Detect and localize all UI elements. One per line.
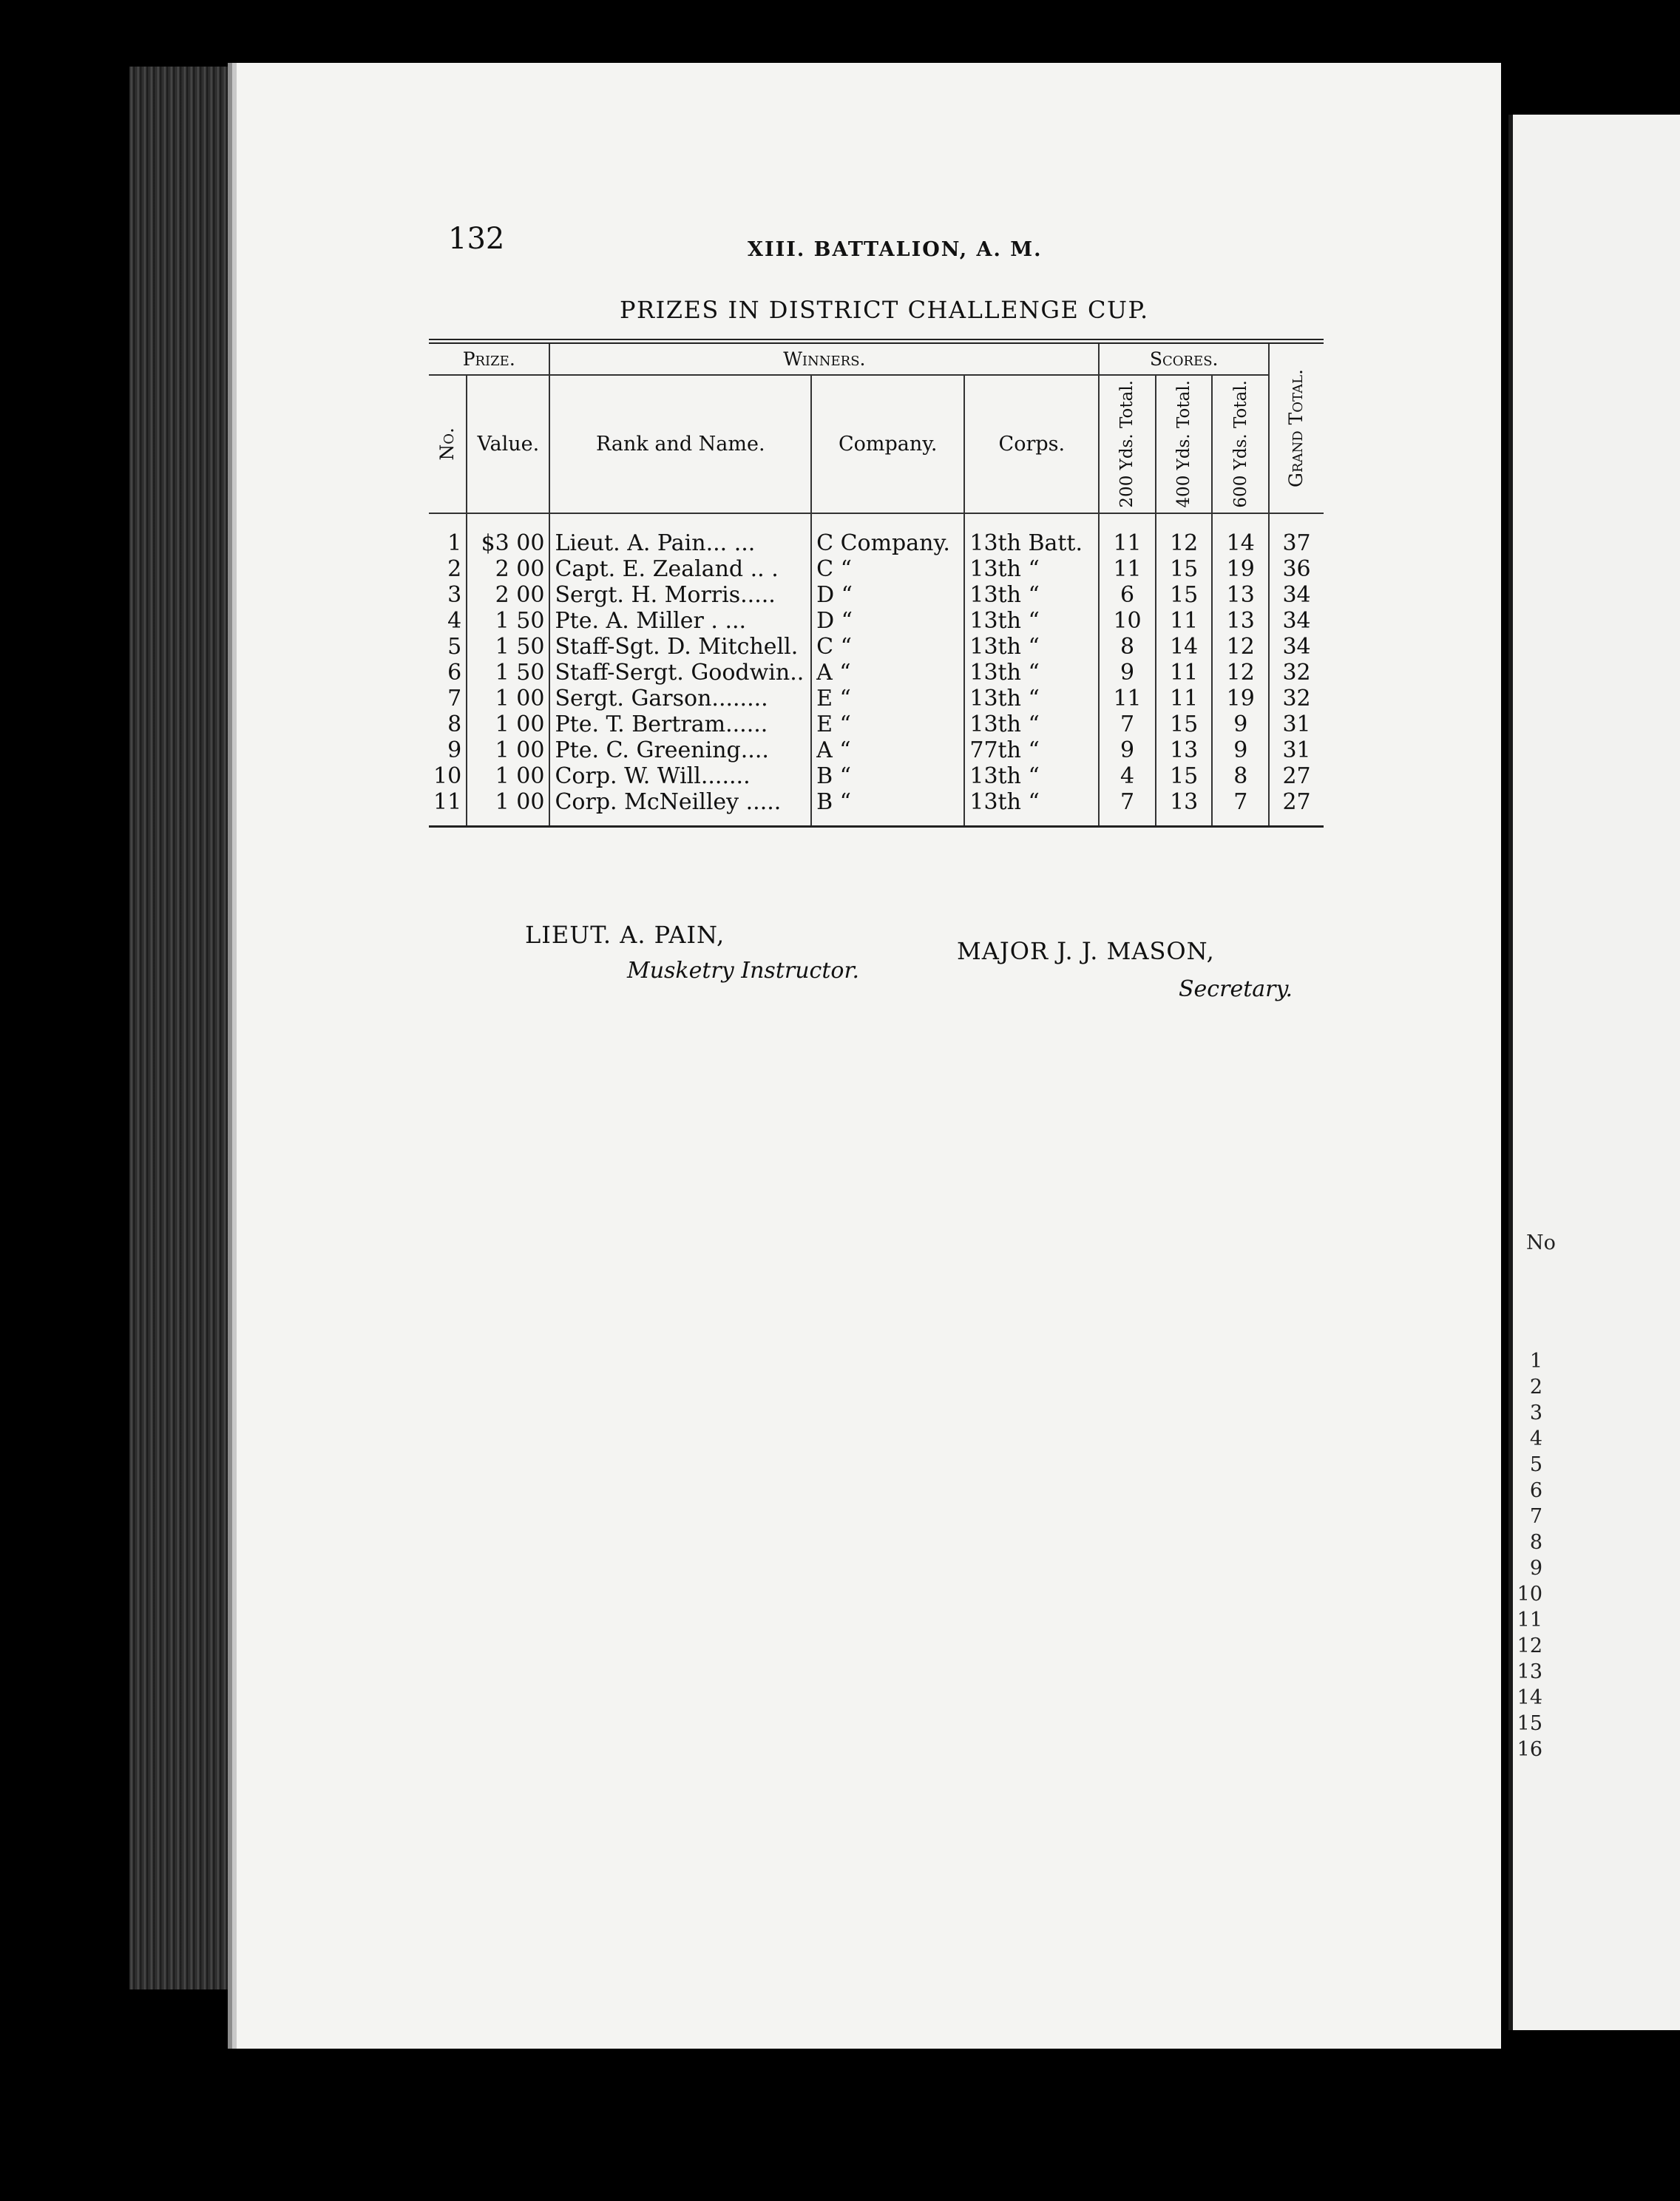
row-number: 4	[447, 607, 462, 634]
prize-value: 1 00	[467, 711, 549, 737]
score-200: 9	[1099, 737, 1156, 763]
score-200: 10	[1099, 608, 1156, 634]
signature-left-role: Musketry Instructor.	[627, 958, 860, 984]
score-400: 13	[1156, 789, 1213, 827]
winner-corps: 13th “	[964, 789, 1099, 827]
grand-total: 32	[1269, 660, 1324, 686]
table-row	[429, 556, 1324, 582]
page-number: 132	[448, 222, 505, 256]
facing-page	[1508, 115, 1680, 2030]
running-head: XIII. BATTALION, A. M.	[748, 238, 1043, 261]
score-600: 8	[1212, 763, 1269, 789]
corps-header: Corps.	[964, 375, 1099, 513]
table-row	[429, 634, 1324, 660]
winner-corps: 13th Batt.	[964, 513, 1099, 556]
score-600: 13	[1212, 608, 1269, 634]
winner-rank-name: Pte. A. Miller . ...	[549, 608, 811, 634]
score-200: 7	[1099, 711, 1156, 737]
winner-company: B “	[811, 789, 964, 827]
winner-company: B “	[811, 763, 964, 789]
table-row	[429, 711, 1324, 737]
score-400: 14	[1156, 634, 1213, 660]
score-600: 19	[1212, 556, 1269, 582]
score-600: 9	[1212, 711, 1269, 737]
score-600: 13	[1212, 582, 1269, 608]
score-400: 11	[1156, 660, 1213, 686]
signature-right-role: Secretary.	[1179, 976, 1293, 1002]
score-600: 14	[1212, 513, 1269, 556]
score-200: 6	[1099, 582, 1156, 608]
score-400: 15	[1156, 582, 1213, 608]
row-number: 9	[447, 737, 462, 763]
grand-total: 37	[1269, 513, 1324, 556]
score-400: 13	[1156, 737, 1213, 763]
company-header: Company.	[811, 375, 964, 513]
grand-total: 31	[1269, 737, 1324, 763]
winner-rank-name: Corp. W. Will.......	[549, 763, 811, 789]
score-400: 15	[1156, 556, 1213, 582]
grand-total: 32	[1269, 686, 1324, 711]
prize-value: 1 50	[467, 608, 549, 634]
grand-total: 31	[1269, 711, 1324, 737]
rank-name-header: Rank and Name.	[549, 375, 811, 513]
winner-rank-name: Pte. T. Bertram......	[549, 711, 811, 737]
table-row	[429, 513, 1324, 556]
winner-company: A “	[811, 737, 964, 763]
score-400: 11	[1156, 686, 1213, 711]
facing-page-number: 5	[1529, 1453, 1542, 1476]
row-number: 2	[447, 555, 462, 582]
prize-group-header: Prize.	[429, 342, 549, 376]
grand-total: 36	[1269, 556, 1324, 582]
score-600: 7	[1212, 789, 1269, 827]
score-600: 12	[1212, 634, 1269, 660]
prize-value: 1 50	[467, 660, 549, 686]
grand-total: 34	[1269, 634, 1324, 660]
winner-company: C “	[811, 556, 964, 582]
score-200: 4	[1099, 763, 1156, 789]
row-number: 3	[447, 581, 462, 608]
winner-company: E “	[811, 686, 964, 711]
winner-corps: 13th “	[964, 660, 1099, 686]
prize-value: 1 50	[467, 634, 549, 660]
grand-total: 34	[1269, 608, 1324, 634]
score-200: 11	[1099, 513, 1156, 556]
prize-value: 1 00	[467, 737, 549, 763]
facing-page-number: 15	[1517, 1712, 1542, 1735]
scores-group-header: Scores.	[1099, 342, 1269, 376]
score-400-header: 400 Yds. Total.	[1156, 375, 1213, 513]
facing-page-col-head: No	[1526, 1231, 1556, 1254]
score-600: 12	[1212, 660, 1269, 686]
winner-corps: 13th “	[964, 634, 1099, 660]
signature-left-name: LIEUT. A. PAIN,	[525, 921, 725, 949]
table-row	[429, 608, 1324, 634]
winner-rank-name: Sergt. H. Morris.....	[549, 582, 811, 608]
winner-rank-name: Sergt. Garson........	[549, 686, 811, 711]
winners-group-header: Winners.	[549, 342, 1099, 376]
signature-right-name: MAJOR J. J. MASON,	[957, 937, 1215, 965]
winner-corps: 77th “	[964, 737, 1099, 763]
no-header: No.	[429, 375, 467, 513]
facing-page-number: 2	[1529, 1376, 1542, 1399]
winner-company: D “	[811, 582, 964, 608]
winner-corps: 13th “	[964, 582, 1099, 608]
score-600: 9	[1212, 737, 1269, 763]
grand-total: 27	[1269, 763, 1324, 789]
row-number: 10	[433, 763, 462, 789]
winner-rank-name: Staff-Sgt. D. Mitchell.	[549, 634, 811, 660]
winner-company: A “	[811, 660, 964, 686]
prize-value: $3 00	[467, 513, 549, 556]
prizes-table-body	[429, 513, 1324, 827]
score-600-header: 600 Yds. Total.	[1212, 375, 1269, 513]
table-row	[429, 789, 1324, 827]
score-400: 11	[1156, 608, 1213, 634]
row-number: 1	[447, 530, 462, 556]
facing-page-number: 9	[1529, 1557, 1542, 1580]
score-200: 11	[1099, 556, 1156, 582]
value-header: Value.	[467, 375, 549, 513]
facing-page-number: 7	[1529, 1505, 1542, 1528]
table-row	[429, 737, 1324, 763]
prize-value: 1 00	[467, 686, 549, 711]
winner-rank-name: Capt. E. Zealand .. .	[549, 556, 811, 582]
facing-page-number: 14	[1517, 1686, 1542, 1709]
facing-page-number: 16	[1517, 1738, 1542, 1761]
winner-company: C Company.	[811, 513, 964, 556]
winner-rank-name: Corp. McNeilley .....	[549, 789, 811, 827]
winner-corps: 13th “	[964, 711, 1099, 737]
winner-corps: 13th “	[964, 556, 1099, 582]
score-200-header: 200 Yds. Total.	[1099, 375, 1156, 513]
table-title: PRIZES IN DISTRICT CHALLENGE CUP.	[620, 296, 1149, 324]
score-400: 15	[1156, 763, 1213, 789]
score-400: 12	[1156, 513, 1213, 556]
facing-page-number: 4	[1529, 1427, 1542, 1450]
prizes-table	[429, 339, 1324, 828]
facing-page-number: 11	[1517, 1609, 1542, 1632]
score-200: 8	[1099, 634, 1156, 660]
row-number: 6	[447, 659, 462, 686]
winner-corps: 13th “	[964, 763, 1099, 789]
score-400: 15	[1156, 711, 1213, 737]
facing-page-number: 1	[1529, 1350, 1542, 1373]
table-row	[429, 763, 1324, 789]
row-number: 7	[447, 685, 462, 711]
score-200: 9	[1099, 660, 1156, 686]
grand-total: 27	[1269, 789, 1324, 827]
winner-company: C “	[811, 634, 964, 660]
winner-rank-name: Staff-Sergt. Goodwin..	[549, 660, 811, 686]
table-row	[429, 660, 1324, 686]
row-number: 11	[433, 788, 462, 815]
facing-page-number: 3	[1529, 1402, 1542, 1424]
facing-page-number: 10	[1517, 1583, 1542, 1606]
winner-rank-name: Pte. C. Greening....	[549, 737, 811, 763]
winner-corps: 13th “	[964, 686, 1099, 711]
winner-corps: 13th “	[964, 608, 1099, 634]
facing-page-number: 13	[1517, 1660, 1542, 1683]
grand-total: 34	[1269, 582, 1324, 608]
grand-total-header: Grand Total.	[1269, 342, 1324, 513]
prize-value: 1 00	[467, 789, 549, 827]
score-200: 11	[1099, 686, 1156, 711]
facing-page-number: 12	[1517, 1634, 1542, 1657]
score-200: 7	[1099, 789, 1156, 827]
prize-value: 2 00	[467, 582, 549, 608]
facing-page-number: 6	[1529, 1479, 1542, 1502]
row-number: 5	[447, 633, 462, 660]
row-number: 8	[447, 711, 462, 737]
prize-value: 1 00	[467, 763, 549, 789]
facing-page-number: 8	[1529, 1531, 1542, 1554]
winner-rank-name: Lieut. A. Pain... ...	[549, 513, 811, 556]
prize-value: 2 00	[467, 556, 549, 582]
score-600: 19	[1212, 686, 1269, 711]
winner-company: E “	[811, 711, 964, 737]
table-row	[429, 686, 1324, 711]
winner-company: D “	[811, 608, 964, 634]
table-row	[429, 582, 1324, 608]
